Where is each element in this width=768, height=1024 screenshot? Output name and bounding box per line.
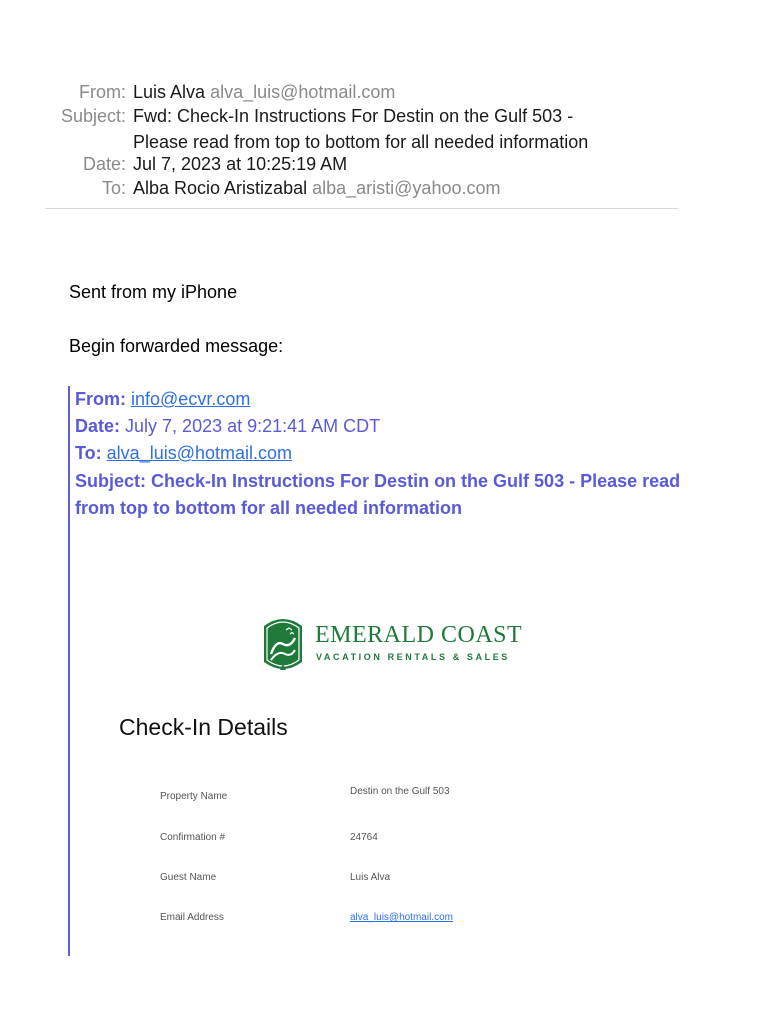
fw-date-value: July 7, 2023 at 9:21:41 AM CDT xyxy=(125,416,381,436)
to-value[interactable] xyxy=(133,177,500,199)
checkin-label: Guest Name xyxy=(160,872,217,883)
subject-line-2: Please read from top to bottom for all needed information xyxy=(133,132,589,152)
checkin-value: 24764 xyxy=(350,832,378,843)
fw-from-link[interactable]: info@ecvr.com xyxy=(131,389,251,409)
subject-label: Subject: xyxy=(60,106,126,126)
checkin-title: Check-In Details xyxy=(119,714,288,740)
date-value: Jul 7, 2023 at 10:25:19 AM xyxy=(133,154,348,174)
fw-to-row xyxy=(75,442,292,464)
quote-bar xyxy=(68,386,70,956)
logo-emblem-icon xyxy=(260,614,306,674)
checkin-label: Property Name xyxy=(160,791,228,802)
to-name: Alba Rocio Aristizabal xyxy=(133,178,308,198)
fw-subject-value: Check-In Instructions For Destin on the Gulf 503 - Please read from top to bottom for all needed information xyxy=(75,471,681,518)
logo-subtitle: VACATION RENTALS & SALES xyxy=(316,652,510,662)
fw-date-label: Date: xyxy=(75,416,121,436)
checkin-value: Luis Alva xyxy=(350,872,391,883)
logo-title: EMERALD COAST xyxy=(315,622,523,648)
sent-from-signature: Sent from my iPhone xyxy=(69,282,238,302)
fw-from-label: From: xyxy=(75,389,126,409)
fw-date-row xyxy=(75,415,380,437)
fw-from-row xyxy=(75,388,250,410)
from-value[interactable] xyxy=(133,81,395,103)
from-name: Luis Alva xyxy=(133,82,206,102)
begin-forwarded-label: Begin forwarded message: xyxy=(69,336,284,356)
from-email: alva_luis@hotmail.com xyxy=(210,82,396,102)
checkin-value xyxy=(350,912,453,923)
from-label: From: xyxy=(79,82,126,102)
checkin-label: Confirmation # xyxy=(160,832,226,843)
checkin-value: Destin on the Gulf 503 xyxy=(350,786,450,797)
fw-subject-row xyxy=(75,468,695,522)
fw-to-link[interactable]: alva_luis@hotmail.com xyxy=(106,443,293,463)
emerald-coast-logo xyxy=(260,614,523,676)
to-label: To: xyxy=(101,178,126,198)
header-divider xyxy=(45,208,678,209)
date-label: Date: xyxy=(82,154,126,174)
subject-line-1: Fwd: Check-In Instructions For Destin on the Gulf 503 - xyxy=(133,106,574,126)
to-email: alba_aristi@yahoo.com xyxy=(312,178,501,198)
fw-subject-label: Subject: xyxy=(75,471,147,491)
checkin-email-link[interactable]: alva_luis@hotmail.com xyxy=(350,912,453,923)
checkin-label: Email Address xyxy=(160,912,224,923)
fw-to-label: To: xyxy=(75,443,102,463)
